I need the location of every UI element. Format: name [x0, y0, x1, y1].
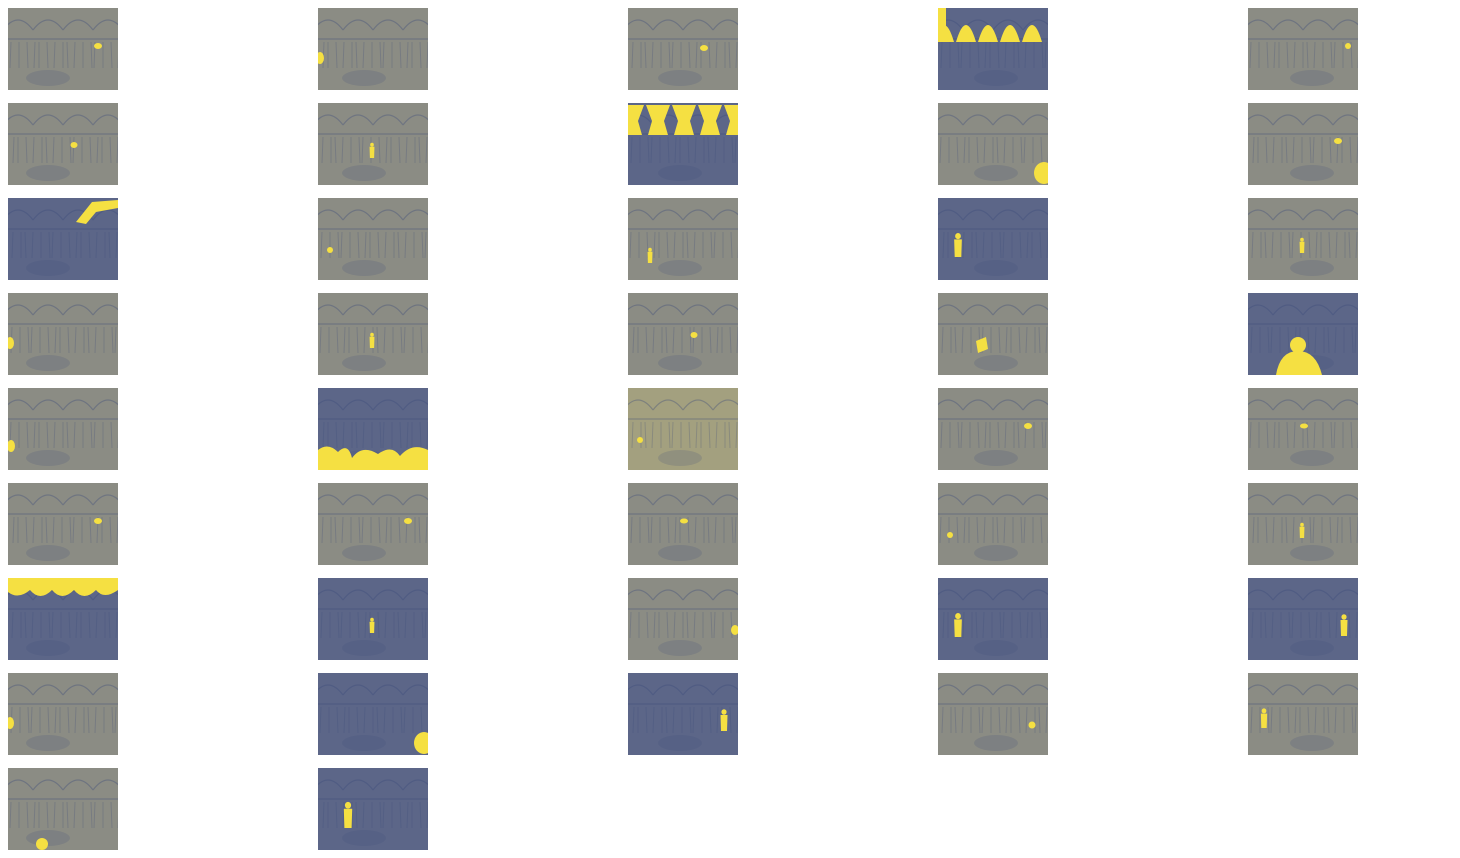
feature-map-image: [318, 673, 428, 755]
feature-map-image: [628, 388, 738, 470]
feature-map-image: [8, 198, 118, 280]
feature-map-image: [1248, 103, 1358, 185]
feature-map-tile: [318, 198, 428, 280]
feature-map-image: [318, 483, 428, 565]
feature-map-tile: [8, 103, 118, 185]
feature-map-tile: [1248, 483, 1358, 565]
feature-map-image: [318, 8, 428, 90]
feature-map-tile: [938, 103, 1048, 185]
feature-map-image: [938, 198, 1048, 280]
feature-map-image: [938, 293, 1048, 375]
feature-map-tile: [318, 8, 428, 90]
feature-map-tile: [1248, 673, 1358, 755]
feature-map-tile: [318, 293, 428, 375]
feature-map-tile: [8, 673, 118, 755]
feature-map-tile: [938, 8, 1048, 90]
feature-map-tile: [938, 198, 1048, 280]
feature-map-image: [1248, 198, 1358, 280]
feature-map-tile: [318, 578, 428, 660]
feature-map-image: [628, 103, 738, 185]
feature-map-tile: [1248, 388, 1358, 470]
feature-map-tile: [1248, 198, 1358, 280]
feature-map-tile: [8, 293, 118, 375]
feature-map-tile: [318, 388, 428, 470]
feature-map-tile: [318, 768, 428, 850]
feature-map-image: [938, 103, 1048, 185]
feature-map-image: [8, 483, 118, 565]
feature-map-image: [8, 103, 118, 185]
feature-map-image: [628, 578, 738, 660]
feature-map-tile: [1248, 293, 1358, 375]
feature-map-tile: [8, 768, 118, 850]
feature-map-image: [628, 198, 738, 280]
feature-map-tile: [8, 483, 118, 565]
feature-map-image: [318, 103, 428, 185]
feature-map-tile: [628, 293, 738, 375]
feature-map-tile: [938, 483, 1048, 565]
feature-map-image: [8, 293, 118, 375]
feature-map-tile: [1248, 578, 1358, 660]
feature-map-image: [628, 8, 738, 90]
feature-map-image: [1248, 578, 1358, 660]
feature-map-tile: [318, 483, 428, 565]
feature-map-tile: [938, 673, 1048, 755]
feature-map-tile: [1248, 8, 1358, 90]
feature-map-image: [628, 293, 738, 375]
feature-map-image: [318, 388, 428, 470]
feature-map-tile: [8, 578, 118, 660]
feature-map-tile: [318, 673, 428, 755]
feature-map-tile: [8, 8, 118, 90]
feature-map-tile: [628, 8, 738, 90]
feature-map-image: [938, 8, 1048, 90]
feature-map-image: [8, 388, 118, 470]
feature-map-tile: [1248, 103, 1358, 185]
feature-map-image: [938, 483, 1048, 565]
feature-map-image: [1248, 8, 1358, 90]
feature-map-tile: [628, 103, 738, 185]
feature-map-tile: [938, 578, 1048, 660]
feature-map-image: [938, 578, 1048, 660]
feature-map-tile: [628, 483, 738, 565]
feature-map-image: [318, 768, 428, 850]
feature-map-image: [1248, 673, 1358, 755]
feature-map-image: [318, 198, 428, 280]
feature-map-tile: [938, 293, 1048, 375]
feature-map-image: [8, 8, 118, 90]
feature-map-tile: [628, 388, 738, 470]
feature-map-image: [318, 293, 428, 375]
feature-map-image: [1248, 483, 1358, 565]
feature-map-image: [628, 673, 738, 755]
feature-map-image: [628, 483, 738, 565]
feature-map-image: [938, 673, 1048, 755]
feature-map-image: [8, 673, 118, 755]
feature-map-tile: [628, 578, 738, 660]
feature-map-tile: [628, 673, 738, 755]
feature-map-image: [318, 578, 428, 660]
feature-map-tile: [628, 198, 738, 280]
feature-map-tile: [938, 388, 1048, 470]
feature-map-image: [8, 768, 118, 850]
feature-map-image: [8, 578, 118, 660]
feature-map-image: [938, 388, 1048, 470]
feature-map-tile: [318, 103, 428, 185]
feature-map-tile: [8, 388, 118, 470]
feature-map-image: [1248, 293, 1358, 375]
feature-map-tile: [8, 198, 118, 280]
feature-map-image: [1248, 388, 1358, 470]
